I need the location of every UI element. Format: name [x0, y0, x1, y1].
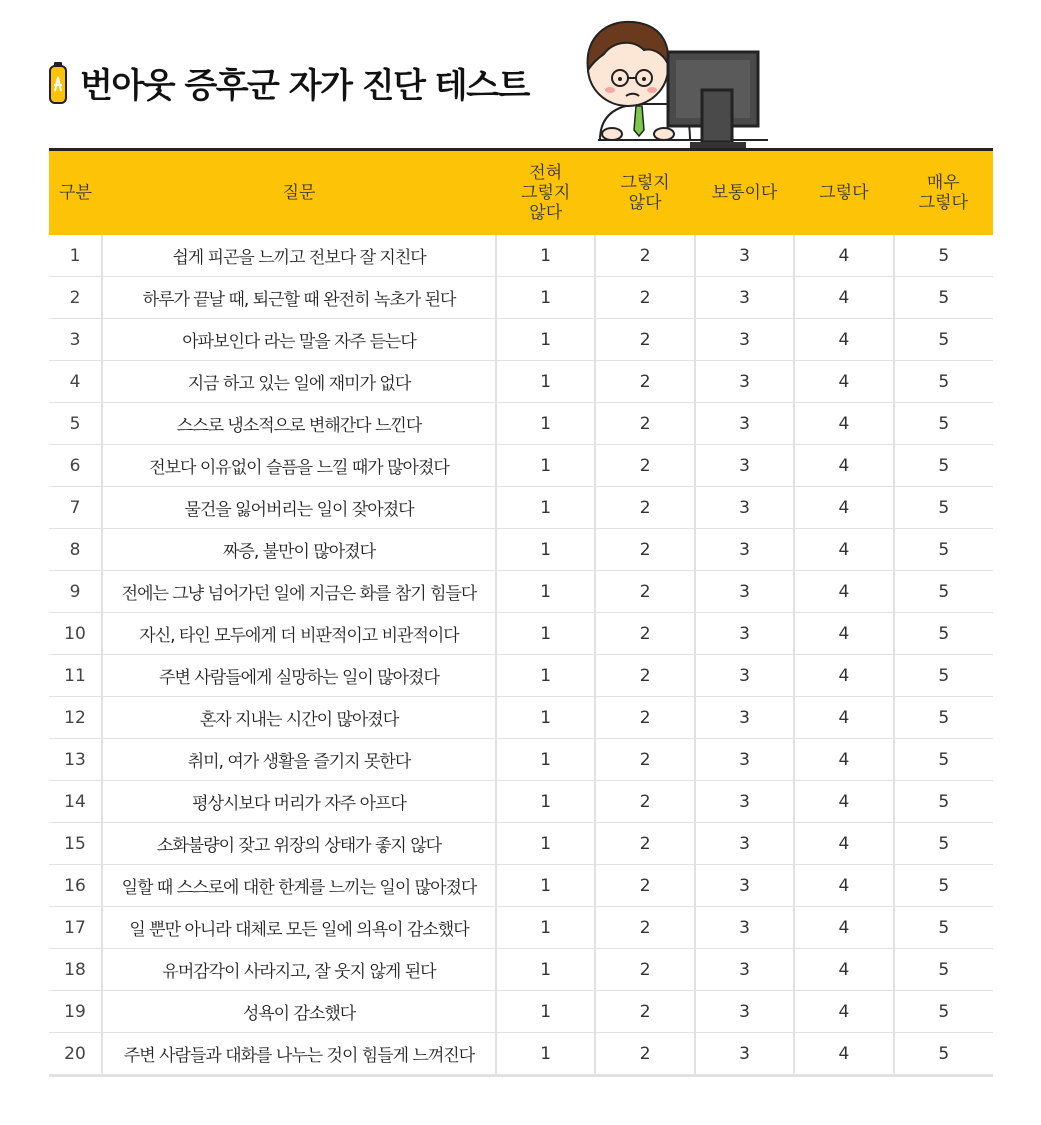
score-option-4: 4 [794, 697, 893, 739]
score-option-2: 2 [595, 319, 694, 361]
score-option-2: 2 [595, 697, 694, 739]
row-number: 15 [49, 823, 102, 865]
score-option-2: 2 [595, 487, 694, 529]
score-option-3: 3 [695, 781, 794, 823]
row-number: 7 [49, 487, 102, 529]
question-text: 지금 하고 있는 일에 재미가 없다 [102, 361, 496, 403]
table-row [49, 739, 993, 781]
header-score-5 [894, 150, 993, 236]
score-option-5: 5 [894, 739, 993, 781]
score-option-2: 2 [595, 991, 694, 1033]
score-option-3: 3 [695, 697, 794, 739]
table-row [49, 403, 993, 445]
score-option-1: 1 [496, 739, 595, 781]
score-option-5: 5 [894, 1033, 993, 1076]
header-score-4 [794, 150, 893, 236]
question-text: 짜증, 불만이 많아졌다 [102, 529, 496, 571]
score-option-4: 4 [794, 277, 893, 319]
score-option-4: 4 [794, 445, 893, 487]
table-row [49, 949, 993, 991]
score-option-1: 1 [496, 907, 595, 949]
question-text: 일할 때 스스로에 대한 한계를 느끼는 일이 많아졌다 [102, 865, 496, 907]
question-text: 전에는 그냥 넘어가던 일에 지금은 화를 참기 힘들다 [102, 571, 496, 613]
question-text: 하루가 끝날 때, 퇴근할 때 완전히 녹초가 된다 [102, 277, 496, 319]
header-score-5-line: 매우 [926, 173, 960, 193]
score-option-5: 5 [894, 907, 993, 949]
score-option-3: 3 [695, 865, 794, 907]
score-option-5: 5 [894, 277, 993, 319]
score-option-2: 2 [595, 445, 694, 487]
row-number: 17 [49, 907, 102, 949]
score-option-2: 2 [595, 235, 694, 277]
score-option-5: 5 [894, 613, 993, 655]
score-option-1: 1 [496, 319, 595, 361]
header-score-2 [595, 150, 694, 236]
score-option-5: 5 [894, 571, 993, 613]
question-text: 유머감각이 사라지고, 잘 웃지 않게 된다 [102, 949, 496, 991]
question-text: 물건을 잃어버리는 일이 잦아졌다 [102, 487, 496, 529]
score-option-2: 2 [595, 529, 694, 571]
question-text: 취미, 여가 생활을 즐기지 못한다 [102, 739, 496, 781]
score-option-3: 3 [695, 277, 794, 319]
score-option-5: 5 [894, 319, 993, 361]
score-option-1: 1 [496, 613, 595, 655]
row-number: 1 [49, 235, 102, 277]
score-option-2: 2 [595, 739, 694, 781]
score-option-3: 3 [695, 529, 794, 571]
score-option-4: 4 [794, 529, 893, 571]
row-number: 16 [49, 865, 102, 907]
score-option-2: 2 [595, 781, 694, 823]
office-worker-at-computer-icon [578, 8, 768, 150]
header-question: 질문 [102, 150, 496, 236]
score-option-4: 4 [794, 613, 893, 655]
score-option-4: 4 [794, 571, 893, 613]
score-option-1: 1 [496, 991, 595, 1033]
score-option-1: 1 [496, 529, 595, 571]
row-number: 6 [49, 445, 102, 487]
score-option-3: 3 [695, 739, 794, 781]
score-option-1: 1 [496, 235, 595, 277]
score-option-3: 3 [695, 613, 794, 655]
table-row [49, 529, 993, 571]
score-option-1: 1 [496, 487, 595, 529]
score-option-3: 3 [695, 907, 794, 949]
table-row [49, 445, 993, 487]
score-option-5: 5 [894, 235, 993, 277]
score-option-2: 2 [595, 907, 694, 949]
score-option-1: 1 [496, 865, 595, 907]
score-option-5: 5 [894, 781, 993, 823]
row-number: 10 [49, 613, 102, 655]
score-option-5: 5 [894, 529, 993, 571]
row-number: 12 [49, 697, 102, 739]
score-option-2: 2 [595, 823, 694, 865]
battery-icon [48, 61, 68, 105]
header-no: 구분 [49, 150, 102, 236]
question-text: 전보다 이유없이 슬픔을 느낄 때가 많아졌다 [102, 445, 496, 487]
question-text: 쉽게 피곤을 느끼고 전보다 잘 지친다 [102, 235, 496, 277]
score-option-3: 3 [695, 823, 794, 865]
score-option-1: 1 [496, 571, 595, 613]
question-text: 일 뿐만 아니라 대체로 모든 일에 의욕이 감소했다 [102, 907, 496, 949]
score-option-3: 3 [695, 1033, 794, 1076]
score-option-4: 4 [794, 235, 893, 277]
score-option-2: 2 [595, 403, 694, 445]
score-option-5: 5 [894, 403, 993, 445]
table-row [49, 655, 993, 697]
score-option-5: 5 [894, 697, 993, 739]
question-text: 혼자 지내는 시간이 많아졌다 [102, 697, 496, 739]
table-row [49, 487, 993, 529]
table-row [49, 613, 993, 655]
title-area [48, 58, 529, 107]
score-option-2: 2 [595, 1033, 694, 1076]
header-score-5-line: 그렇다 [918, 193, 968, 213]
table-row [49, 823, 993, 865]
score-option-5: 5 [894, 487, 993, 529]
score-option-4: 4 [794, 991, 893, 1033]
score-option-4: 4 [794, 823, 893, 865]
score-option-4: 4 [794, 907, 893, 949]
score-option-5: 5 [894, 445, 993, 487]
table-row [49, 697, 993, 739]
score-option-2: 2 [595, 277, 694, 319]
table-row [49, 781, 993, 823]
score-option-5: 5 [894, 361, 993, 403]
row-number: 13 [49, 739, 102, 781]
question-text: 스스로 냉소적으로 변해간다 느낀다 [102, 403, 496, 445]
row-number: 14 [49, 781, 102, 823]
score-option-3: 3 [695, 949, 794, 991]
score-option-1: 1 [496, 781, 595, 823]
question-text: 아파보인다 라는 말을 자주 듣는다 [102, 319, 496, 361]
score-option-5: 5 [894, 655, 993, 697]
score-option-3: 3 [695, 319, 794, 361]
score-option-1: 1 [496, 403, 595, 445]
row-number: 20 [49, 1033, 102, 1076]
table-row [49, 865, 993, 907]
score-option-4: 4 [794, 781, 893, 823]
score-option-1: 1 [496, 949, 595, 991]
score-option-4: 4 [794, 403, 893, 445]
table-row [49, 235, 993, 277]
page-title: 번아웃 증후군 자가 진단 테스트 [80, 66, 529, 106]
score-option-3: 3 [695, 235, 794, 277]
score-option-1: 1 [496, 445, 595, 487]
header-score-3-line: 보통이다 [711, 183, 778, 203]
score-option-4: 4 [794, 361, 893, 403]
header-score-1-line: 그렇지 [521, 183, 571, 203]
score-option-4: 4 [794, 655, 893, 697]
burnout-test-table [49, 148, 993, 1077]
score-option-3: 3 [695, 655, 794, 697]
header-score-1-line: 않다 [529, 203, 563, 223]
score-option-4: 4 [794, 319, 893, 361]
page-header [0, 0, 1041, 150]
score-option-3: 3 [695, 487, 794, 529]
row-number: 5 [49, 403, 102, 445]
score-option-3: 3 [695, 571, 794, 613]
question-text: 성욕이 감소했다 [102, 991, 496, 1033]
question-text: 소화불량이 잦고 위장의 상태가 좋지 않다 [102, 823, 496, 865]
header-score-1-line: 전혀 [529, 163, 563, 183]
score-option-5: 5 [894, 991, 993, 1033]
table-row [49, 571, 993, 613]
score-option-1: 1 [496, 1033, 595, 1076]
header-score-1 [496, 150, 595, 236]
score-option-4: 4 [794, 739, 893, 781]
table-row [49, 361, 993, 403]
row-number: 8 [49, 529, 102, 571]
score-option-4: 4 [794, 865, 893, 907]
question-text: 주변 사람들에게 실망하는 일이 많아졌다 [102, 655, 496, 697]
question-text: 주변 사람들과 대화를 나누는 것이 힘들게 느껴진다 [102, 1033, 496, 1076]
header-score-2-line: 그렇지 [620, 173, 670, 193]
score-option-2: 2 [595, 949, 694, 991]
score-option-3: 3 [695, 361, 794, 403]
score-option-5: 5 [894, 949, 993, 991]
score-option-1: 1 [496, 277, 595, 319]
question-text: 자신, 타인 모두에게 더 비판적이고 비관적이다 [102, 613, 496, 655]
row-number: 19 [49, 991, 102, 1033]
row-number: 2 [49, 277, 102, 319]
score-option-2: 2 [595, 865, 694, 907]
score-option-2: 2 [595, 571, 694, 613]
score-option-2: 2 [595, 613, 694, 655]
row-number: 18 [49, 949, 102, 991]
score-option-2: 2 [595, 361, 694, 403]
score-option-4: 4 [794, 1033, 893, 1076]
table-row [49, 907, 993, 949]
table-row [49, 319, 993, 361]
score-option-1: 1 [496, 361, 595, 403]
header-score-2-line: 않다 [628, 193, 662, 213]
row-number: 11 [49, 655, 102, 697]
score-option-4: 4 [794, 487, 893, 529]
table-header-row [49, 150, 993, 236]
table-row [49, 991, 993, 1033]
score-option-2: 2 [595, 655, 694, 697]
score-option-5: 5 [894, 823, 993, 865]
score-option-3: 3 [695, 403, 794, 445]
row-number: 4 [49, 361, 102, 403]
table-row [49, 1033, 993, 1076]
score-option-1: 1 [496, 823, 595, 865]
score-option-1: 1 [496, 697, 595, 739]
score-option-3: 3 [695, 445, 794, 487]
score-option-5: 5 [894, 865, 993, 907]
row-number: 3 [49, 319, 102, 361]
row-number: 9 [49, 571, 102, 613]
header-score-3 [695, 150, 794, 236]
header-score-4-line: 그렇다 [819, 183, 869, 203]
score-option-3: 3 [695, 991, 794, 1033]
question-text: 평상시보다 머리가 자주 아프다 [102, 781, 496, 823]
score-option-1: 1 [496, 655, 595, 697]
score-option-4: 4 [794, 949, 893, 991]
table-row [49, 277, 993, 319]
